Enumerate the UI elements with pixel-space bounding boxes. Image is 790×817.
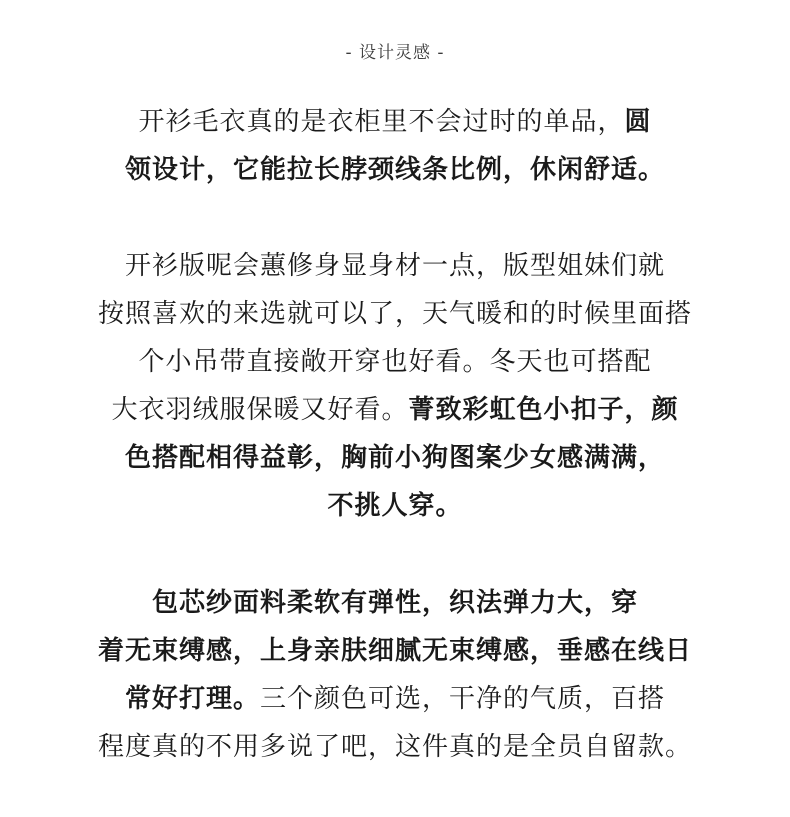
text-line	[0, 290, 790, 338]
text-line	[0, 675, 790, 723]
text-line	[0, 98, 790, 146]
text-line	[0, 627, 790, 675]
section-title: - 设计灵感 -	[345, 43, 445, 63]
text-segment-bold: 圆	[624, 107, 652, 137]
text-segment-bold: 领设计，它能拉长脖颈线条比例，休闲舒适。	[124, 155, 665, 185]
text-segment-bold: 包芯纱面料柔软有弹性，织法弹力大，穿	[151, 588, 638, 618]
text-line	[0, 482, 790, 530]
text-line	[0, 338, 790, 386]
text-line	[0, 242, 790, 290]
text-segment-bold: 着无束缚感，上身亲肤细腻无束缚感，垂感在线日	[97, 636, 692, 666]
text-line	[0, 723, 790, 771]
text-segment: 大衣羽绒服保暖又好看。	[111, 395, 409, 425]
text-segment: 个小吊带直接敞开穿也好看。冬天也可搭配	[138, 347, 652, 377]
text-segment-bold: 不挑人穿。	[327, 491, 463, 521]
text-line	[0, 579, 790, 627]
text-segment-bold: 常好打理。	[124, 684, 260, 714]
paragraph-fabric	[0, 579, 790, 771]
text-segment-bold: 色搭配相得益彰，胸前小狗图案少女感满满，	[124, 443, 665, 473]
text-segment-bold: 菁致彩虹色小扣子，颜	[408, 395, 679, 425]
paragraph-neckline	[0, 98, 790, 194]
text-segment: 程度真的不用多说了吧，这件真的是全员自留款。	[97, 732, 692, 762]
text-segment: 开衫毛衣真的是衣柜里不会过时的单品，	[138, 107, 625, 137]
text-line	[0, 386, 790, 434]
text-segment: 开衫版呢会蕙修身显身材一点，版型姐妹们就	[124, 251, 665, 281]
text-segment: 三个颜色可选，干净的气质，百搭	[260, 684, 666, 714]
text-line	[0, 146, 790, 194]
text-segment: 按照喜欢的来选就可以了，天气暖和的时候里面搭	[97, 299, 692, 329]
text-line	[0, 434, 790, 482]
paragraph-fit-and-styling	[0, 242, 790, 530]
